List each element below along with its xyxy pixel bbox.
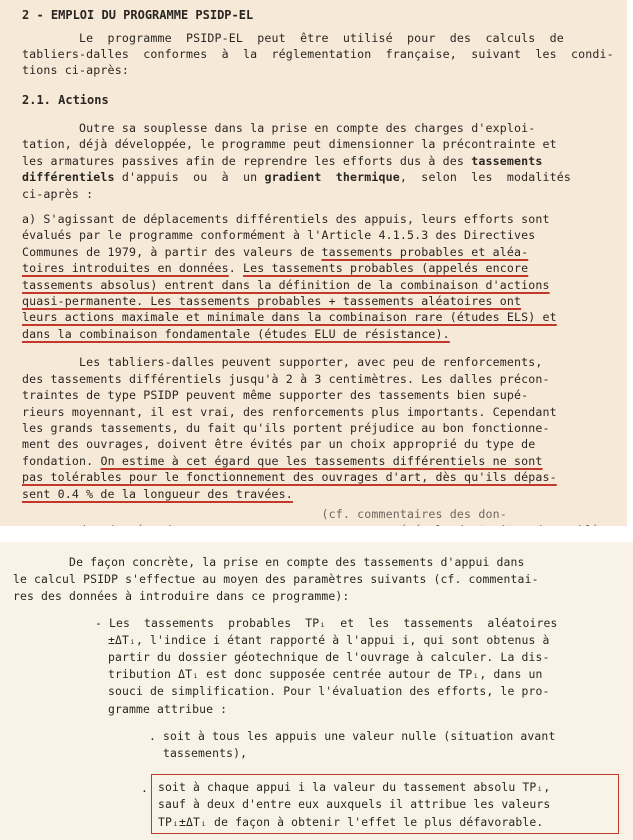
underlined-text: pas tolérables pour le fonctionnement des ouvrages d'art, dès qu'ils dépas- <box>22 470 557 485</box>
text-run: fondation. <box>22 453 101 468</box>
text-line: rieurs moyennant, il est vrai, des renforcements plus importants. Cependant <box>22 404 557 419</box>
text-line: des tassements différentiels jusqu'à 2 à 3 centimètres. Les dalles précon- <box>22 371 550 386</box>
text-line: tassements), <box>149 746 248 761</box>
underlined-text: quasi-permanente. Les tassements probables + tassements aléatoires ont <box>22 294 522 309</box>
text-line: TPᵢ±ΔTᵢ de façon à obtenir l'effet le plus défavorable. <box>158 814 544 829</box>
underlined-text: sent 0.4 % de la longueur des travées. <box>22 486 293 501</box>
text-line <box>22 260 609 276</box>
highlight-box <box>151 774 619 834</box>
text-line: ±ΔTᵢ, l'indice i étant rapporté à l'appui i, qui sont obtenus à <box>108 632 550 647</box>
text-line <box>22 244 609 260</box>
text-line: tribution ΔTᵢ est donc supposée centrée autour de TPᵢ, dans un <box>108 667 543 682</box>
underlined-text: Les tassements probables (appelés encore <box>243 261 529 276</box>
text-line: De façon concrète, la prise en compte des tassements d'appui dans <box>13 555 525 569</box>
paragraph-a <box>22 211 609 342</box>
text-line <box>22 309 609 325</box>
text-line <box>22 169 609 185</box>
bold-term: gradient thermique <box>264 170 400 185</box>
underlined-text: tassements absolus) entrent dans la définition de la combinaison d'actions <box>22 277 550 292</box>
bullet-item-1 <box>13 728 623 762</box>
underlined-text: toires introduites en données <box>22 261 229 276</box>
text-line: ment des ouvrages, doivent être évités par un choix approprié du type de <box>22 437 536 452</box>
paragraph-tabliers <box>22 354 609 538</box>
text-line: traintes de type PSIDP peuvent même supporter des tassements bien supé- <box>22 388 529 403</box>
text-run: d'appuis ou à un <box>114 170 265 185</box>
page-bottom-excerpt <box>0 542 633 840</box>
section-title: 2 - EMPLOI DU PROGRAMME PSIDP-EL <box>22 8 254 22</box>
paragraph-actions-intro <box>22 120 609 202</box>
text-line: partir du dossier géotechnique de l'ouvrage à calculer. La dis- <box>108 650 550 665</box>
text-line: (cf. commentaires des don- <box>22 506 507 521</box>
text-line <box>22 453 609 469</box>
intro-line-1: Le programme PSIDP-EL peut être utilisé pour des calculs de <box>22 31 564 45</box>
text-line <box>22 277 609 293</box>
text-line: gramme attribue : <box>108 701 228 716</box>
text-line <box>22 486 609 502</box>
underlined-text: On estime à cet égard que les tassements différentiels ne sont <box>100 453 543 468</box>
text-line: Outre sa souplesse dans la prise en compte des charges d'exploi- <box>22 121 536 135</box>
underlined-text: tassements probables et aléa- <box>321 244 529 259</box>
dash-item <box>13 615 623 718</box>
text-line: sauf à deux d'entre eux auxquels il attribue les valeurs <box>158 797 551 812</box>
intro-line-3: tions ci-après: <box>22 63 129 77</box>
text-run: les armatures passives afin de reprendre les efforts dus à des <box>22 153 472 168</box>
underlined-text: leurs actions maximale et minimale dans la combinaison rare (études ELS) et <box>22 310 557 325</box>
text-line: le calcul PSIDP s'effectue au moyen des paramètres suivants (cf. commentai- <box>13 572 539 587</box>
intro-line-2: tabliers-dalles conformes à la réglementation française, suivant les condi- <box>22 47 614 61</box>
text-line: res des données à introduire dans ce programme): <box>13 589 350 604</box>
underlined-text: dans la combinaison fondamentale (études ELU de résistance). <box>22 326 450 341</box>
text-line <box>22 153 609 169</box>
paragraph-concrete <box>13 554 623 606</box>
bold-term: différentiels <box>22 170 115 185</box>
text-line: - Les tassements probables TPᵢ et les tassements aléatoires <box>95 615 558 630</box>
text-line <box>22 326 609 342</box>
text-line: ci-après : <box>22 186 94 201</box>
subsection-title: 2.1. Actions <box>22 93 109 107</box>
text-line: soit à chaque appui i la valeur du tassement absolu TPᵢ, <box>158 780 551 795</box>
page-gap <box>0 526 633 542</box>
bold-term: tassements <box>471 153 543 168</box>
text-run: . <box>228 261 244 276</box>
text-line <box>22 469 609 485</box>
text-line: a) S'agissant de déplacements différentiels des appuis, leurs efforts sont <box>22 212 550 227</box>
text-line: . soit à tous les appuis une valeur nulle (situation avant <box>149 728 556 743</box>
text-line <box>22 293 609 309</box>
bullet-item-2 <box>13 774 623 834</box>
text-run: , selon les modalités <box>399 170 572 185</box>
text-line: Les tabliers-dalles peuvent supporter, avec peu de renforcements, <box>22 355 543 370</box>
bullet-marker: . <box>141 781 149 796</box>
text-line: les grands tassements, du fait qu'ils portent préjudice au bon fonctionne- <box>22 420 550 435</box>
text-line: tation, déjà développée, le programme peut dimensionner la précontrainte et <box>22 137 557 152</box>
text-line: évalués par le programme conformément à l'Article 4.1.5.3 des Directives <box>22 228 536 243</box>
text-line: souci de simplification. Pour l'évaluation des efforts, le pro- <box>108 684 550 699</box>
text-run: Communes de 1979, à partir des valeurs de <box>22 244 322 259</box>
